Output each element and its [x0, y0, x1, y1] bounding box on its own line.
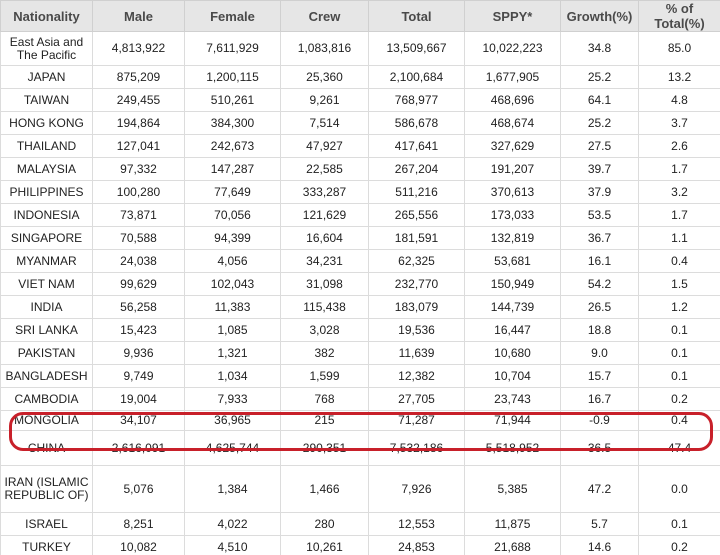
value-cell: 9,936 [93, 342, 185, 365]
value-cell: 19,536 [369, 319, 465, 342]
value-cell: 249,455 [93, 89, 185, 112]
value-cell: 77,649 [185, 181, 281, 204]
value-cell: 586,678 [369, 112, 465, 135]
value-cell: 7,514 [281, 112, 369, 135]
value-cell: 14.6 [561, 536, 639, 555]
value-cell: 4,625,744 [185, 431, 281, 466]
table-row [1, 431, 720, 466]
nationality-cell: IRAN (ISLAMIC REPUBLIC OF) [1, 466, 93, 513]
column-header-female: Female [185, 1, 281, 32]
value-cell: 24,853 [369, 536, 465, 555]
value-cell: 7,532,186 [369, 431, 465, 466]
value-cell: 115,438 [281, 296, 369, 319]
value-cell: 0.4 [639, 250, 720, 273]
value-cell: 15,423 [93, 319, 185, 342]
value-cell: 242,673 [185, 135, 281, 158]
value-cell: 11,875 [465, 513, 561, 536]
value-cell: 25,360 [281, 66, 369, 89]
value-cell: 16.1 [561, 250, 639, 273]
value-cell: 510,261 [185, 89, 281, 112]
value-cell: 18.8 [561, 319, 639, 342]
value-cell: 768,977 [369, 89, 465, 112]
value-cell: 382 [281, 342, 369, 365]
value-cell: 27,705 [369, 388, 465, 411]
value-cell: 16,604 [281, 227, 369, 250]
value-cell: 4,510 [185, 536, 281, 555]
value-cell: 1.2 [639, 296, 720, 319]
table-row [1, 466, 720, 513]
nationality-cell: INDIA [1, 296, 93, 319]
value-cell: 1,599 [281, 365, 369, 388]
value-cell: 2,616,091 [93, 431, 185, 466]
value-cell: 150,949 [465, 273, 561, 296]
value-cell: 181,591 [369, 227, 465, 250]
value-cell: 37.9 [561, 181, 639, 204]
value-cell: 31,098 [281, 273, 369, 296]
value-cell: -0.9 [561, 411, 639, 431]
nationality-cell: MYANMAR [1, 250, 93, 273]
value-cell: 0.2 [639, 388, 720, 411]
value-cell: 47.2 [561, 466, 639, 513]
value-cell: 1,200,115 [185, 66, 281, 89]
value-cell: 102,043 [185, 273, 281, 296]
value-cell: 3.2 [639, 181, 720, 204]
nationality-cell: CHINA [1, 431, 93, 466]
value-cell: 0.1 [639, 513, 720, 536]
table-row [1, 388, 720, 411]
column-header-share-of-total: % of Total(%) [639, 1, 720, 32]
value-cell: 4,022 [185, 513, 281, 536]
nationality-cell: JAPAN [1, 66, 93, 89]
nationality-cell: CAMBODIA [1, 388, 93, 411]
value-cell: 280 [281, 513, 369, 536]
value-cell: 5,385 [465, 466, 561, 513]
value-cell: 5,518,952 [465, 431, 561, 466]
nationality-cell: MALAYSIA [1, 158, 93, 181]
value-cell: 2.6 [639, 135, 720, 158]
nationality-cell: BANGLADESH [1, 365, 93, 388]
value-cell: 1.7 [639, 158, 720, 181]
value-cell: 4,056 [185, 250, 281, 273]
value-cell: 5.7 [561, 513, 639, 536]
table-row [1, 513, 720, 536]
value-cell: 94,399 [185, 227, 281, 250]
value-cell: 97,332 [93, 158, 185, 181]
value-cell: 27.5 [561, 135, 639, 158]
nationality-cell: East Asia and The Pacific [1, 32, 93, 66]
value-cell: 22,585 [281, 158, 369, 181]
table-row [1, 319, 720, 342]
nationality-cell: VIET NAM [1, 273, 93, 296]
nationality-cell: HONG KONG [1, 112, 93, 135]
value-cell: 9.0 [561, 342, 639, 365]
value-cell: 194,864 [93, 112, 185, 135]
value-cell: 64.1 [561, 89, 639, 112]
value-cell: 9,261 [281, 89, 369, 112]
value-cell: 0.0 [639, 466, 720, 513]
value-cell: 10,082 [93, 536, 185, 555]
value-cell: 127,041 [93, 135, 185, 158]
table-row [1, 89, 720, 112]
value-cell: 36,965 [185, 411, 281, 431]
column-header-nationality: Nationality [1, 1, 93, 32]
nationality-cell: SRI LANKA [1, 319, 93, 342]
value-cell: 0.1 [639, 342, 720, 365]
value-cell: 16.7 [561, 388, 639, 411]
value-cell: 327,629 [465, 135, 561, 158]
value-cell: 24,038 [93, 250, 185, 273]
value-cell: 183,079 [369, 296, 465, 319]
nationality-cell: ISRAEL [1, 513, 93, 536]
value-cell: 10,704 [465, 365, 561, 388]
value-cell: 56,258 [93, 296, 185, 319]
value-cell: 290,351 [281, 431, 369, 466]
value-cell: 9,749 [93, 365, 185, 388]
column-header-growth: Growth(%) [561, 1, 639, 32]
value-cell: 34.8 [561, 32, 639, 66]
nationality-cell: INDONESIA [1, 204, 93, 227]
value-cell: 173,033 [465, 204, 561, 227]
value-cell: 39.7 [561, 158, 639, 181]
value-cell: 10,680 [465, 342, 561, 365]
value-cell: 232,770 [369, 273, 465, 296]
value-cell: 99,629 [93, 273, 185, 296]
value-cell: 3.7 [639, 112, 720, 135]
value-cell: 73,871 [93, 204, 185, 227]
value-cell: 511,216 [369, 181, 465, 204]
nationality-cell: THAILAND [1, 135, 93, 158]
table-row [1, 411, 720, 431]
value-cell: 21,688 [465, 536, 561, 555]
value-cell: 16,447 [465, 319, 561, 342]
value-cell: 5,076 [93, 466, 185, 513]
nationality-cell: PHILIPPINES [1, 181, 93, 204]
column-header-crew: Crew [281, 1, 369, 32]
table-row [1, 250, 720, 273]
table-row [1, 112, 720, 135]
value-cell: 10,261 [281, 536, 369, 555]
value-cell: 1.7 [639, 204, 720, 227]
value-cell: 10,022,223 [465, 32, 561, 66]
value-cell: 23,743 [465, 388, 561, 411]
value-cell: 12,382 [369, 365, 465, 388]
value-cell: 1,466 [281, 466, 369, 513]
value-cell: 121,629 [281, 204, 369, 227]
value-cell: 768 [281, 388, 369, 411]
table-row [1, 135, 720, 158]
value-cell: 3,028 [281, 319, 369, 342]
column-header-male: Male [93, 1, 185, 32]
value-cell: 53,681 [465, 250, 561, 273]
value-cell: 34,231 [281, 250, 369, 273]
value-cell: 1,321 [185, 342, 281, 365]
value-cell: 1,384 [185, 466, 281, 513]
value-cell: 7,933 [185, 388, 281, 411]
table-row [1, 365, 720, 388]
value-cell: 191,207 [465, 158, 561, 181]
column-header-sppy: SPPY* [465, 1, 561, 32]
value-cell: 215 [281, 411, 369, 431]
value-cell: 25.2 [561, 66, 639, 89]
table-row [1, 296, 720, 319]
table-body [1, 32, 720, 555]
table-row [1, 536, 720, 555]
value-cell: 875,209 [93, 66, 185, 89]
value-cell: 70,588 [93, 227, 185, 250]
table-header-row [1, 1, 720, 32]
nationality-cell: PAKISTAN [1, 342, 93, 365]
nationality-cell: TAIWAN [1, 89, 93, 112]
value-cell: 468,674 [465, 112, 561, 135]
value-cell: 265,556 [369, 204, 465, 227]
value-cell: 47.4 [639, 431, 720, 466]
value-cell: 7,926 [369, 466, 465, 513]
value-cell: 19,004 [93, 388, 185, 411]
value-cell: 12,553 [369, 513, 465, 536]
nationality-cell: MONGOLIA [1, 411, 93, 431]
value-cell: 71,287 [369, 411, 465, 431]
value-cell: 36.7 [561, 227, 639, 250]
value-cell: 7,611,929 [185, 32, 281, 66]
value-cell: 100,280 [93, 181, 185, 204]
value-cell: 8,251 [93, 513, 185, 536]
value-cell: 384,300 [185, 112, 281, 135]
value-cell: 26.5 [561, 296, 639, 319]
value-cell: 0.1 [639, 365, 720, 388]
value-cell: 2,100,684 [369, 66, 465, 89]
value-cell: 370,613 [465, 181, 561, 204]
value-cell: 62,325 [369, 250, 465, 273]
column-header-total: Total [369, 1, 465, 32]
table-row [1, 227, 720, 250]
value-cell: 1,034 [185, 365, 281, 388]
value-cell: 11,639 [369, 342, 465, 365]
value-cell: 4,813,922 [93, 32, 185, 66]
value-cell: 1,083,816 [281, 32, 369, 66]
value-cell: 1,677,905 [465, 66, 561, 89]
table-row [1, 204, 720, 227]
value-cell: 468,696 [465, 89, 561, 112]
value-cell: 144,739 [465, 296, 561, 319]
value-cell: 70,056 [185, 204, 281, 227]
value-cell: 13.2 [639, 66, 720, 89]
value-cell: 15.7 [561, 365, 639, 388]
value-cell: 0.4 [639, 411, 720, 431]
value-cell: 47,927 [281, 135, 369, 158]
value-cell: 71,944 [465, 411, 561, 431]
value-cell: 1,085 [185, 319, 281, 342]
value-cell: 13,509,667 [369, 32, 465, 66]
value-cell: 333,287 [281, 181, 369, 204]
table-row [1, 342, 720, 365]
table-row [1, 181, 720, 204]
nationality-cell: SINGAPORE [1, 227, 93, 250]
value-cell: 85.0 [639, 32, 720, 66]
table-row [1, 273, 720, 296]
value-cell: 54.2 [561, 273, 639, 296]
value-cell: 0.1 [639, 319, 720, 342]
value-cell: 11,383 [185, 296, 281, 319]
value-cell: 25.2 [561, 112, 639, 135]
value-cell: 267,204 [369, 158, 465, 181]
value-cell: 53.5 [561, 204, 639, 227]
value-cell: 36.5 [561, 431, 639, 466]
table-row [1, 32, 720, 66]
value-cell: 417,641 [369, 135, 465, 158]
value-cell: 147,287 [185, 158, 281, 181]
value-cell: 0.2 [639, 536, 720, 555]
value-cell: 4.8 [639, 89, 720, 112]
value-cell: 34,107 [93, 411, 185, 431]
value-cell: 132,819 [465, 227, 561, 250]
nationality-cell: TURKEY [1, 536, 93, 555]
table-row [1, 66, 720, 89]
value-cell: 1.5 [639, 273, 720, 296]
table-row [1, 158, 720, 181]
value-cell: 1.1 [639, 227, 720, 250]
